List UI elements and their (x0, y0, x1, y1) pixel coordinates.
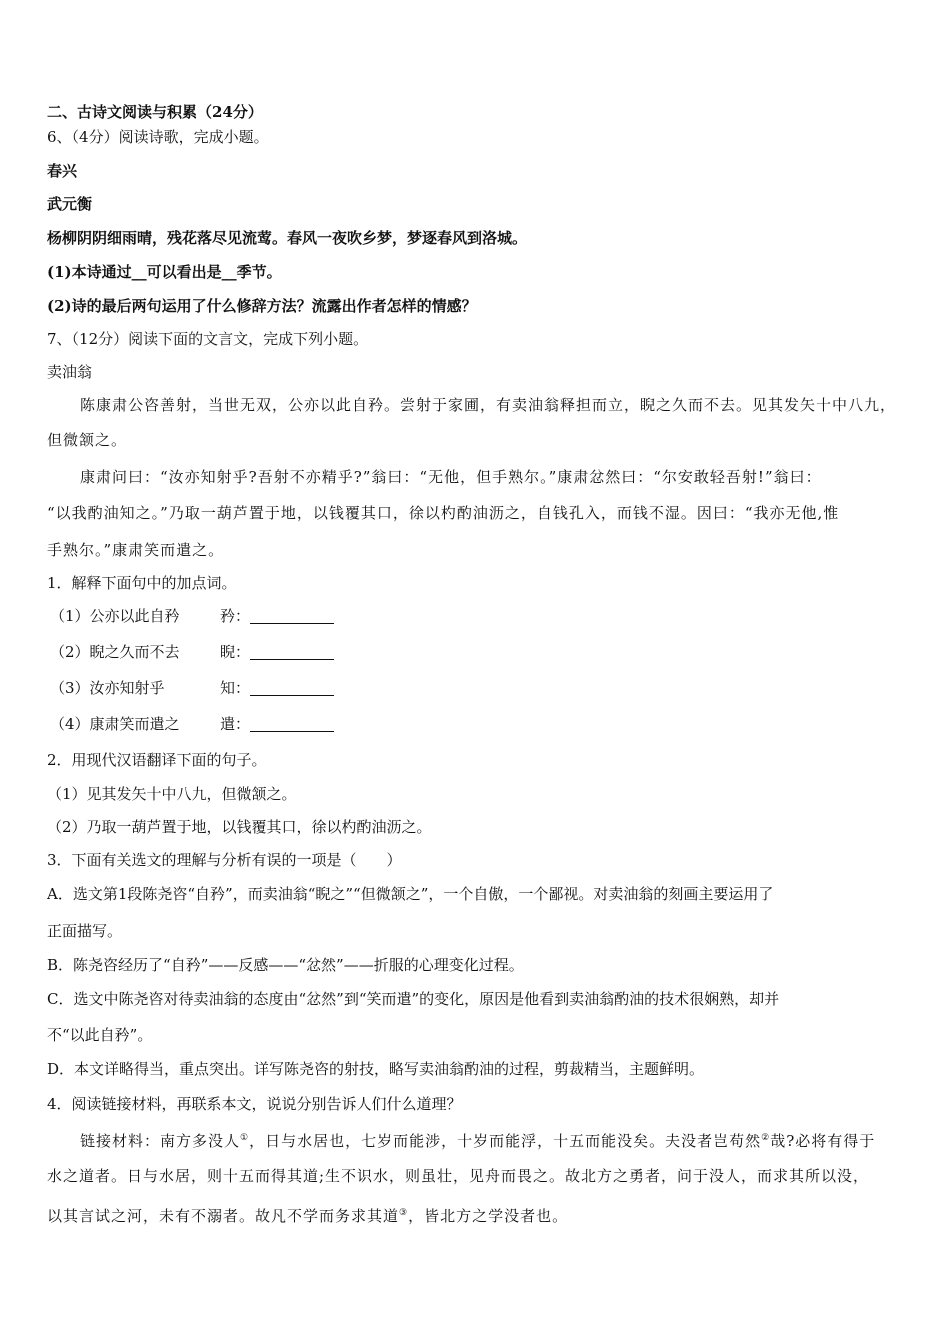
text-title: 卖油翁 (47, 363, 93, 381)
section-title: 二、古诗文阅读与积累（24分） (47, 103, 263, 121)
q3-option-b: B．陈尧咨经历了“自矜”——反感——“忿然”——折服的心理变化过程。 (47, 956, 524, 974)
q4-material-text: 以其言试之河，未有不溺者。故凡不学而务求其道 (47, 1207, 400, 1225)
q3-prompt: 3．下面有关选文的理解与分析有误的一项是（ ） (47, 851, 402, 869)
q1-item (50, 714, 334, 734)
answer-blank[interactable] (250, 717, 334, 732)
footnote-mark: ③ (399, 1208, 409, 1218)
para1-line2: 但微颔之。 (47, 431, 128, 449)
q6-sub2: (2)诗的最后两句运用了什么修辞方法？流露出作者怎样的情感？ (47, 297, 477, 315)
para1-line1: 陈康肃公咨善射，当世无双，公亦以此自矜。尝射于家圃，有卖油翁释担而立，睨之久而不去。见其发矢十中八九， (80, 396, 897, 414)
q1-item (50, 678, 334, 698)
q2-sentence-2: （2）乃取一葫芦置于地，以钱覆其口，徐以杓酌油沥之。 (47, 818, 432, 836)
q4-material-line3 (47, 1203, 568, 1226)
para2-line1: 康肃问曰：“汝亦知射乎?吾射不亦精乎?”翁曰：“无他，但手熟尔。”康肃忿然曰：“尔安敢轻吾射!”翁曰： (80, 468, 822, 486)
q1-item-sentence: （2）睨之久而不去 (50, 643, 180, 661)
answer-blank[interactable] (250, 681, 334, 696)
q4-material-text: 链接材料：南方多没人 (80, 1132, 241, 1150)
q1-item-word: 睨： (220, 643, 251, 661)
q6-header: 6、（4分）阅读诗歌，完成小题。 (47, 128, 269, 146)
q1-item-word: 知： (220, 679, 251, 697)
q3-option-a-line1: A．选文第1段陈尧咨“自矜”，而卖油翁“睨之”“但微颔之”，一个自傲，一个鄙视。对卖油翁的刻画主要运用了 (47, 885, 774, 903)
q6-sub1: (1)本诗通过__可以看出是__季节。 (47, 263, 282, 281)
q1-item-sentence: （3）汝亦知射乎 (50, 679, 165, 697)
para2-line2: “以我酌油知之。”乃取一葫芦置于地，以钱覆其口，徐以杓酌油沥之，自钱孔入，而钱不湿。因曰：“我亦无他,惟 (47, 504, 840, 522)
para2-line3: 手熟尔。”康肃笑而遣之。 (47, 541, 225, 559)
answer-blank[interactable] (250, 645, 334, 660)
q4-prompt: 4．阅读链接材料，再联系本文，说说分别告诉人们什么道理？ (47, 1095, 462, 1113)
footnote-mark: ① (240, 1133, 250, 1143)
q3-option-c-line1: C．选文中陈尧咨对待卖油翁的态度由“忿然”到“笑而遣”的变化，原因是他看到卖油翁酌油的技术很娴熟，却并 (47, 990, 780, 1008)
q3-option-d: D．本文详略得当，重点突出。详写陈尧咨的射技，略写卖油翁酌油的过程，剪裁精当，主题鲜明。 (47, 1060, 705, 1078)
q1-item (50, 606, 334, 626)
poem-title: 春兴 (47, 162, 78, 180)
q2-prompt: 2．用现代汉语翻译下面的句子。 (47, 751, 267, 769)
q4-material-text: 哉?必将有得于 (770, 1132, 876, 1150)
q1-item-sentence: （4）康肃笑而遣之 (50, 715, 180, 733)
q4-material-line1 (80, 1128, 875, 1151)
q7-header: 7、（12分）阅读下面的文言文，完成下列小题。 (47, 330, 369, 348)
q3-option-c-line2: 不“以此自矜”。 (47, 1026, 153, 1044)
footnote-mark: ② (761, 1133, 771, 1143)
q4-material-text: ，日与水居也，七岁而能涉，十岁而能浮，十五而能没矣。夫没者岂苟然 (249, 1132, 762, 1150)
q1-item-sentence: （1）公亦以此自矜 (50, 607, 180, 625)
q1-item (50, 642, 334, 662)
q2-sentence-1: （1）见其发矢十中八九，但微颔之。 (47, 785, 297, 803)
poem-author: 武元衡 (47, 195, 93, 213)
q1-item-word: 遣： (220, 715, 251, 733)
q3-option-a-line2: 正面描写。 (47, 922, 123, 940)
poem-text: 杨柳阴阴细雨晴，残花落尽见流莺。春风一夜吹乡梦，梦逐春风到洛城。 (47, 229, 528, 247)
q4-material-text: ，皆北方之学没者也。 (408, 1207, 569, 1225)
q1-prompt: 1．解释下面句中的加点词。 (47, 574, 237, 592)
answer-blank[interactable] (250, 609, 334, 624)
q4-material-line2: 水之道者。日与水居，则十五而得其道;生不识水，则虽壮，见舟而畏之。故北方之勇者，问于没人，而求其所以没， (47, 1167, 870, 1185)
q1-item-word: 矜： (220, 607, 251, 625)
